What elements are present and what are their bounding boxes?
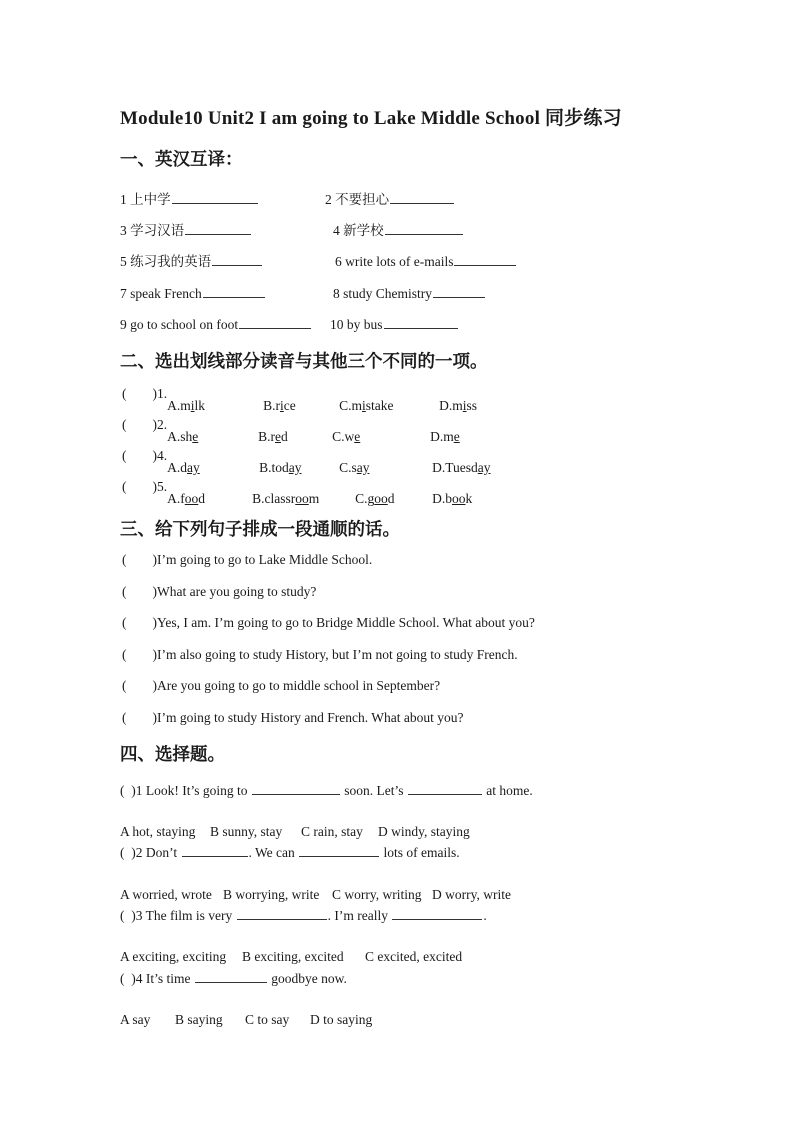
option-choice[interactable]: A hot, staying (120, 824, 196, 839)
item-number: 3 (120, 222, 127, 238)
option-choice[interactable]: D.book (432, 491, 473, 506)
item-number: 4 (333, 222, 340, 238)
option-group (120, 1000, 640, 1027)
item-text: go to school on foot (130, 316, 239, 332)
question-number: 3 (135, 907, 143, 923)
translation-item (120, 252, 263, 270)
underlined-letters: i (280, 398, 284, 413)
stem-text: The film is very (145, 907, 236, 923)
option-choice[interactable]: A say (120, 1012, 151, 1027)
answer-blank[interactable] (172, 190, 258, 204)
option-group (120, 937, 640, 964)
answer-blank[interactable] (203, 284, 265, 298)
ordering-sentence (122, 552, 372, 568)
question-number: 4 (135, 970, 143, 986)
choice-question-stem (120, 781, 533, 799)
choice-question-stem (120, 843, 460, 861)
option-choice[interactable]: D worry, write (432, 887, 511, 902)
item-text: 新学校 (343, 222, 384, 238)
option-choice[interactable]: B.classroom (252, 491, 320, 506)
ordering-sentence (122, 710, 463, 726)
option-choice[interactable]: D.miss (439, 398, 478, 413)
underlined-letters: oo (374, 491, 388, 506)
answer-bracket[interactable]: ( ) (122, 710, 157, 725)
item-number: 8 (333, 285, 340, 301)
question-number: 2 (135, 844, 143, 860)
option-choice[interactable]: D.Tuesday (432, 460, 491, 475)
option-choice[interactable]: D windy, staying (378, 824, 470, 839)
pronunciation-question (122, 386, 642, 413)
option-choice[interactable]: A.food (167, 491, 205, 506)
option-choice[interactable]: D to saying (310, 1012, 373, 1027)
underlined-letters: oo (295, 491, 309, 506)
section-4-heading: 四、选择题。 (120, 744, 225, 764)
sentence-text: Are you going to go to middle school in September? (157, 678, 441, 693)
sentence-text: I’m going to study History and French. What about you? (157, 710, 464, 725)
option-choice[interactable]: B sunny, stay (210, 824, 283, 839)
underlined-letters: e (354, 429, 361, 444)
sentence-text: I’m also going to study History, but I’m not going to study French. (157, 647, 518, 662)
question-number: 1. (157, 386, 168, 401)
stem-text: soon. Let’s (340, 782, 407, 798)
option-choice[interactable]: A.she (167, 429, 199, 444)
question-number: 1 (135, 782, 143, 798)
option-group (120, 875, 640, 902)
stem-text: . I’m really (327, 907, 392, 923)
underlined-letters: e (192, 429, 199, 444)
choice-question-stem (120, 969, 347, 987)
translation-item (335, 252, 517, 270)
underlined-letters: ay (288, 460, 302, 475)
answer-blank[interactable] (182, 843, 248, 857)
question-number: 4. (157, 448, 168, 463)
option-choice[interactable]: C worry, writing (332, 887, 422, 902)
answer-blank[interactable] (454, 252, 516, 266)
ordering-sentence (122, 678, 440, 694)
item-text: 上中学 (130, 191, 171, 207)
answer-bracket[interactable]: ( ) (122, 584, 157, 599)
option-choice[interactable]: C.mistake (339, 398, 394, 413)
answer-blank[interactable] (390, 190, 454, 204)
answer-blank[interactable] (384, 315, 458, 329)
item-number: 7 (120, 285, 127, 301)
option-choice[interactable]: C rain, stay (301, 824, 363, 839)
item-text: speak French (130, 285, 202, 301)
underlined-letters: e (275, 429, 281, 444)
option-choice[interactable]: C.we (332, 429, 361, 444)
underlined-letters: oo (452, 491, 466, 506)
stem-text: . We can (248, 844, 299, 860)
answer-blank[interactable] (392, 906, 482, 920)
option-choice[interactable]: A exciting, exciting (120, 949, 227, 964)
translation-item (120, 315, 312, 333)
answer-blank[interactable] (239, 315, 311, 329)
answer-blank[interactable] (433, 284, 485, 298)
answer-blank[interactable] (385, 221, 463, 235)
pronunciation-question (122, 448, 642, 475)
option-choice[interactable]: B.today (259, 460, 302, 475)
underlined-letters: ay (477, 460, 491, 475)
item-number: 2 (325, 191, 332, 207)
option-choice[interactable]: B.rice (263, 398, 296, 413)
answer-blank[interactable] (299, 843, 379, 857)
option-choice[interactable]: A.day (167, 460, 200, 475)
answer-blank[interactable] (252, 781, 340, 795)
item-number: 9 (120, 316, 127, 332)
answer-bracket[interactable]: ( ) (122, 386, 157, 401)
translation-item (120, 284, 266, 302)
option-choice[interactable]: A worried, wrote (120, 887, 212, 902)
option-choice[interactable]: C.say (339, 460, 370, 475)
choice-question-stem (120, 906, 487, 924)
ordering-sentence (122, 615, 535, 631)
answer-bracket[interactable]: ( ) (120, 970, 136, 986)
answer-bracket[interactable]: ( ) (122, 417, 157, 432)
answer-bracket[interactable]: ( ) (122, 552, 157, 567)
question-number: 5. (157, 479, 168, 494)
item-number: 6 (335, 253, 342, 269)
item-text: study Chemistry (343, 285, 433, 301)
stem-text: goodbye now. (267, 970, 347, 986)
page-title: Module10 Unit2 I am going to Lake Middle School 同步练习 (120, 108, 622, 129)
question-number: 2. (157, 417, 168, 432)
item-text: 练习我的英语 (130, 253, 212, 269)
option-choice[interactable]: C to say (245, 1012, 290, 1027)
translation-item (330, 315, 459, 333)
answer-blank[interactable] (237, 906, 327, 920)
answer-blank[interactable] (212, 252, 262, 266)
item-number: 10 (330, 316, 344, 332)
stem-text: . (483, 907, 487, 923)
underlined-letters: e (453, 429, 460, 444)
answer-bracket[interactable]: ( ) (120, 844, 136, 860)
ordering-sentence (122, 584, 316, 600)
answer-blank[interactable] (408, 781, 482, 795)
stem-text: at home. (482, 782, 533, 798)
translation-item (325, 190, 455, 208)
item-text: 学习汉语 (130, 222, 185, 238)
section-3-heading: 三、给下列句子排成一段通顺的话。 (120, 519, 400, 539)
answer-blank[interactable] (195, 969, 267, 983)
item-text: by bus (346, 316, 383, 332)
stem-text: lots of emails. (380, 844, 460, 860)
answer-bracket[interactable]: ( ) (122, 479, 157, 494)
underlined-letters: ay (187, 460, 200, 475)
option-group (120, 812, 640, 839)
answer-bracket[interactable]: ( ) (122, 615, 157, 630)
option-choice[interactable]: C.good (355, 491, 395, 506)
underlined-letters: i (462, 398, 467, 413)
option-choice[interactable]: D.me (430, 429, 460, 444)
option-choice[interactable]: C excited, excited (365, 949, 463, 964)
pronunciation-question (122, 479, 642, 506)
stem-text: Don’t (145, 844, 181, 860)
sentence-text: Yes, I am. I’m going to go to Bridge Middle School. What about you? (157, 615, 535, 630)
translation-item (120, 221, 252, 239)
underlined-letters: i (362, 398, 366, 413)
answer-bracket[interactable]: ( ) (120, 907, 136, 923)
translation-item (120, 190, 259, 208)
answer-bracket[interactable]: ( ) (122, 448, 157, 463)
option-choice[interactable]: B exciting, excited (242, 949, 344, 964)
sentence-text: I’m going to go to Lake Middle School. (157, 552, 373, 567)
underlined-letters: oo (184, 491, 199, 506)
section-2-heading: 二、选出划线部分读音与其他三个不同的一项。 (120, 351, 488, 371)
answer-bracket[interactable]: ( ) (120, 782, 136, 798)
stem-text: It’s time (145, 970, 194, 986)
option-choice[interactable]: B saying (175, 1012, 223, 1027)
item-number: 1 (120, 191, 127, 207)
underlined-letters: ay (356, 460, 370, 475)
answer-blank[interactable] (185, 221, 251, 235)
answer-bracket[interactable]: ( ) (122, 647, 157, 662)
item-text: write lots of e-mails (345, 253, 454, 269)
pronunciation-question (122, 417, 642, 444)
sentence-text: What are you going to study? (157, 584, 317, 599)
item-number: 5 (120, 253, 127, 269)
option-choice[interactable]: A.milk (167, 398, 206, 413)
option-choice[interactable]: B.red (258, 429, 288, 444)
option-choice[interactable]: B worrying, write (223, 887, 320, 902)
ordering-sentence (122, 647, 518, 663)
translation-item (333, 221, 464, 239)
underlined-letters: i (190, 398, 195, 413)
stem-text: Look! It’s going to (145, 782, 251, 798)
translation-item (333, 284, 486, 302)
item-text: 不要担心 (335, 191, 390, 207)
answer-bracket[interactable]: ( ) (122, 678, 157, 693)
section-1-heading: 一、英汉互译： (120, 149, 243, 169)
